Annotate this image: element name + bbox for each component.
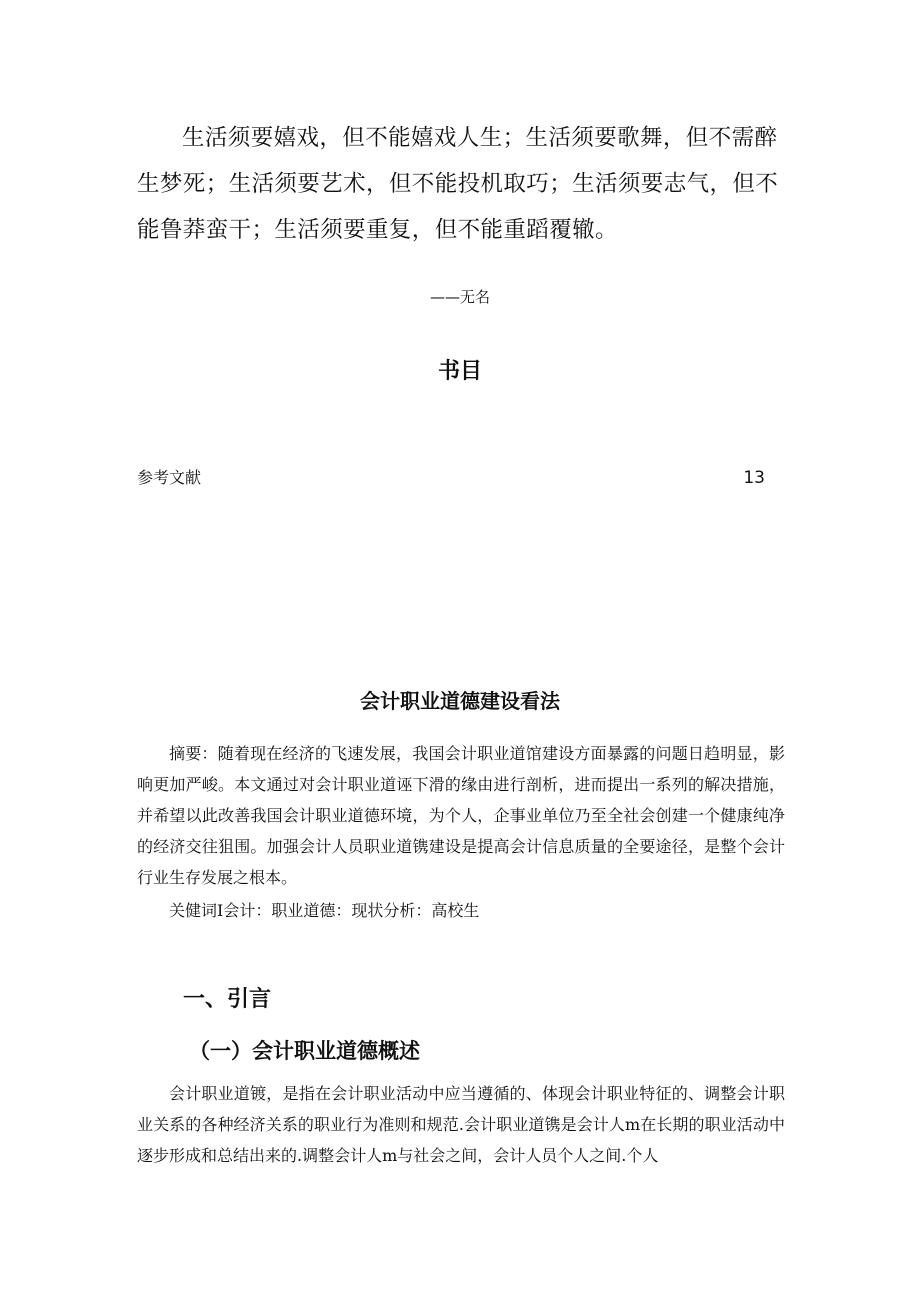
keywords-text: 关健词I会计：职业道德：现状分析：高校生 — [169, 901, 480, 920]
toc-entry[interactable] — [137, 465, 767, 488]
toc-entry-label: 参考文献 — [137, 468, 202, 487]
abstract-text: 摘要：随着现在经济的飞速发展，我国会计职业道馆建设方面暴露的问题日趋明显，影响更加严峻。本文通过对会计职业道诬下滑的缘由进行剖析，进而提出一系列的解决措施，并希望以此改善我国会计职业道德环境，为个人，企事业单位乃至全社会创建一个健康纯净的经济交往狙围。加强会计人员职业道镌建设是提高会计信息质量的全要途径，是整个会计行业生存发展之根本。 — [137, 744, 785, 887]
paper-title: 会计职业道德建设看法 — [360, 689, 560, 713]
epigraph-author: ——无名 — [429, 288, 490, 306]
body-paragraph: 会计职业道镀，是指在会计职业活动中应当遵循的、体现会计职业特征的、调整会计职业关系的各种经济关系的职业行为准则和规范.会计职业道镌是会计人m在长期的职业活动中逐步形成和总结出来的.调整会计人m与社会之间，会计人员个人之间.个人 — [137, 1084, 785, 1165]
toc-entry-page: 13 — [743, 468, 765, 488]
section-heading: 一、引言 — [183, 987, 272, 1012]
subsection-heading: （一）会计职业道德概述 — [189, 1039, 420, 1063]
epigraph-text: 生活须要嬉戏，但不能嬉戏人生；生活须要歌舞，但不需醉生梦死；生活须要艺术，但不能投机取巧；生活须要志气，但不能鲁莽蛮干；生活须要重复，但不能重蹈覆辙。 — [137, 125, 779, 243]
toc-title: 书目 — [437, 359, 482, 384]
